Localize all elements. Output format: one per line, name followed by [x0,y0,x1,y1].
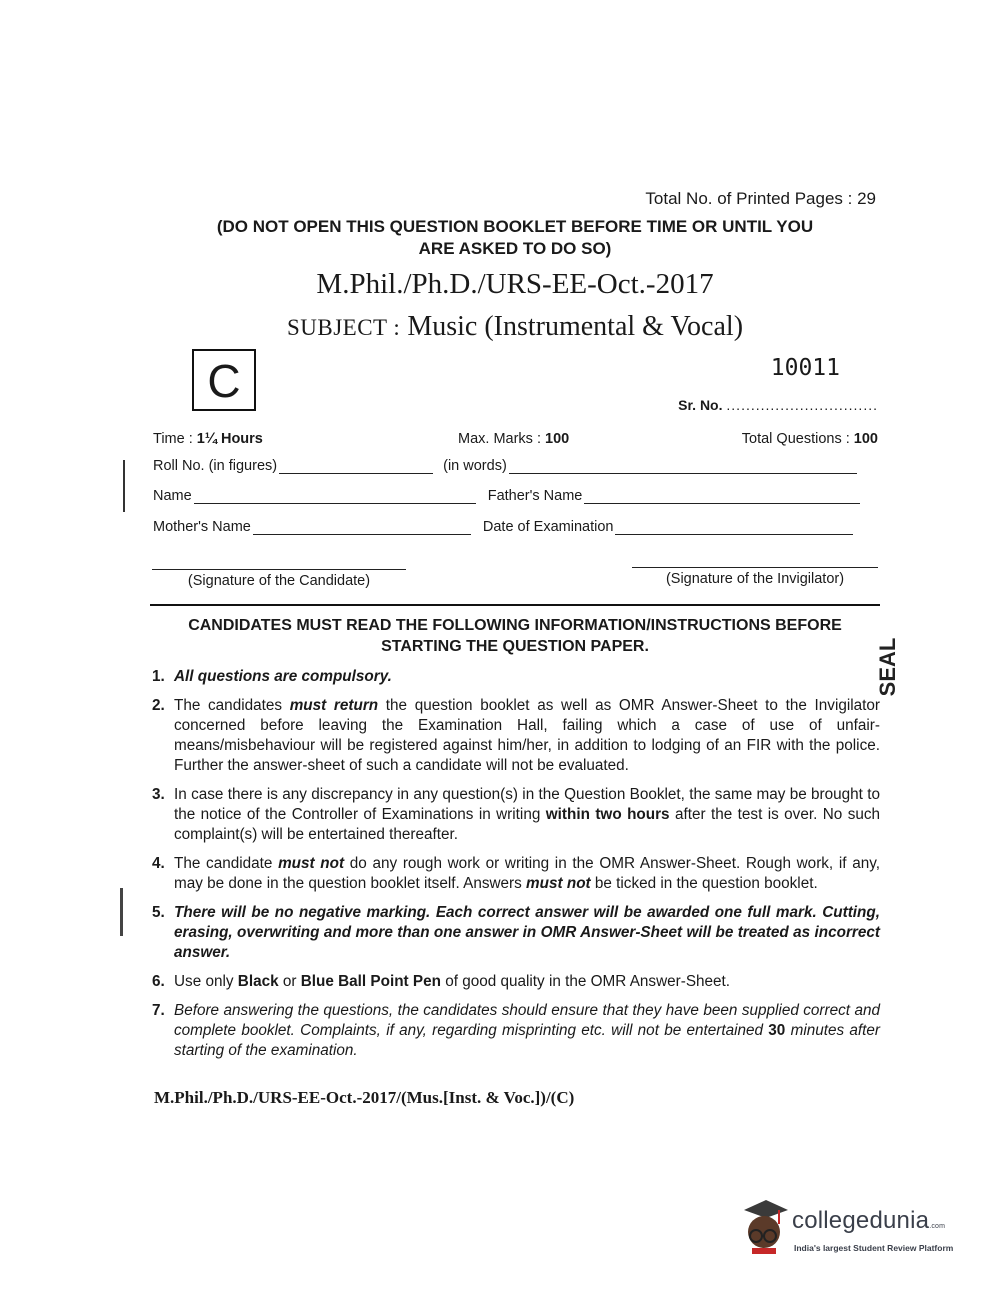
instruction-number: 3. [152,786,165,803]
section-divider [150,604,880,606]
instruction-item [152,972,880,992]
max-marks-field [458,431,569,447]
candidate-signature-line[interactable] [152,569,406,570]
instruction-number: 6. [152,973,165,990]
total-questions-value: 100 [853,431,878,447]
instruction-text: the question booklet as well as OMR Answer-Sheet to the Invigilator concerned before leaving the Examination Hall, failing which a case of use of unfair-means/misbehaviour will be registered against him/her, in addition to lodging of an FIR with the police. Further the answer-sheet of such a candidate will not be evaluated. [174,697,881,774]
invigilator-signature-line[interactable] [632,567,878,568]
margin-mark [120,888,123,936]
mother-name-label: Mother's Name [153,519,251,535]
father-name-field[interactable] [584,502,860,504]
instruction-text: or [278,973,301,990]
serial-number: 10011 [770,355,840,381]
total-questions-field [650,431,878,447]
subject-label: SUBJECT : [286,315,401,340]
seal-stamp-icon [874,634,904,700]
margin-mark [123,460,125,512]
name-row [153,488,860,504]
name-label: Name [153,488,192,504]
brand-tagline: India's largest Student Review Platform [794,1243,954,1253]
instruction-emphasis: 30 [768,1022,786,1039]
do-not-open-warning [150,216,880,260]
instruction-text: Before answering the questions, the candidates should ensure that they have been supplied correct and complete booklet. Complaints, if any, regarding misprinting etc. will not be entertained [174,1002,880,1039]
roll-number-row [153,458,857,474]
subject-value: Music (Instrumental & Vocal) [407,311,744,342]
series-box: C [192,349,256,411]
time-value: 1¼ Hours [196,431,263,447]
instruction-item [152,854,880,894]
roll-figures-label: Roll No. (in figures) [153,458,278,474]
sr-no-field [640,397,878,413]
invigilator-signature-label: (Signature of the Invigilator) [665,571,845,587]
instruction-item [152,696,880,776]
sr-no-label: Sr. No. [678,397,723,413]
instruction-number: 7. [152,1002,165,1019]
instruction-text: do any rough work or writing in the OMR Answer-Sheet. Rough work, if any, may be done in the question booklet itself. Answers [174,855,880,892]
collegedunia-mascot-icon [738,1196,790,1260]
instruction-text: In case there is any discrepancy in any question(s) in the Question Booklet, the same may be brought to the notice of the Controller of Examinations in writing [174,786,880,823]
instruction-number: 2. [152,697,165,714]
instruction-item [152,667,880,687]
warning-line-1: (DO NOT OPEN THIS QUESTION BOOKLET BEFORE TIME OR UNTIL YOU [216,217,814,236]
exam-title: M.Phil./Ph.D./URS-EE-Oct.-2017 [316,268,714,300]
roll-figures-field[interactable] [279,472,433,474]
instruction-number: 5. [152,904,165,921]
subject-line [150,311,880,343]
mother-name-row [153,519,853,535]
brand-tld: .com [929,1223,946,1230]
mother-name-field[interactable] [253,533,471,535]
time-label: Time : [153,431,193,447]
footer-paper-code: M.Phil./Ph.D./URS-EE-Oct.-2017/(Mus.[Inst. & Voc.])/(C) [154,1088,575,1107]
max-marks-value: 100 [545,431,570,447]
instructions-list [152,667,880,1070]
instruction-item [152,903,880,963]
instruction-text: after the test is over. No such complaint(s) will be entertained thereafter. [174,806,881,843]
date-of-exam-field[interactable] [615,533,853,535]
instruction-emphasis: Blue Ball Point Pen [300,973,441,990]
max-marks-label: Max. Marks : [458,431,541,447]
instruction-text: minutes after starting of the examination. [174,1022,881,1059]
instruction-number: 1. [152,668,165,685]
instruction-emphasis: must not [526,875,591,892]
total-pages: Total No. of Printed Pages : 29 [645,189,876,208]
instruction-text: All questions are compulsory. [174,668,392,685]
total-questions-label: Total Questions : [741,431,850,447]
roll-words-label: (in words) [443,458,507,474]
date-of-exam-label: Date of Examination [482,519,614,535]
seal-text: SEAL [874,637,900,697]
warning-line-2: ARE ASKED TO DO SO) [418,239,612,258]
roll-words-field[interactable] [509,472,857,474]
sr-no-dots: ............................... [726,397,878,413]
instruction-text: There will be no negative marking. Each correct answer will be awarded one full mark. Cutting, erasing, overwriting and more than one answer in OMR Answer-Sheet will be treated as incorrect answer. [174,904,880,961]
instruction-item [152,785,880,845]
instruction-emphasis: must return [289,697,379,714]
instruction-text: of good quality in the OMR Answer-Sheet. [440,973,731,990]
name-field[interactable] [194,502,476,504]
candidate-signature-label: (Signature of the Candidate) [187,573,371,589]
instruction-emphasis: Black [237,973,279,990]
brand-name-text: collegedunia [792,1207,930,1234]
instruction-text: Use only [174,973,238,990]
instruction-text: The candidates [174,697,290,714]
instructions-heading [150,615,880,657]
instructions-heading-line-2: STARTING THE QUESTION PAPER. [381,638,649,655]
instruction-text: be ticked in the question booklet. [590,875,818,892]
instruction-emphasis: must not [278,855,345,872]
instructions-heading-line-1: CANDIDATES MUST READ THE FOLLOWING INFORMATION/INSTRUCTIONS BEFORE [188,617,842,634]
father-name-label: Father's Name [487,488,583,504]
instruction-emphasis: within two hours [545,806,670,823]
brand-name [792,1207,945,1235]
time-field [153,431,263,447]
instruction-text: The candidate [174,855,279,872]
instruction-item [152,1001,880,1061]
instruction-number: 4. [152,855,165,872]
